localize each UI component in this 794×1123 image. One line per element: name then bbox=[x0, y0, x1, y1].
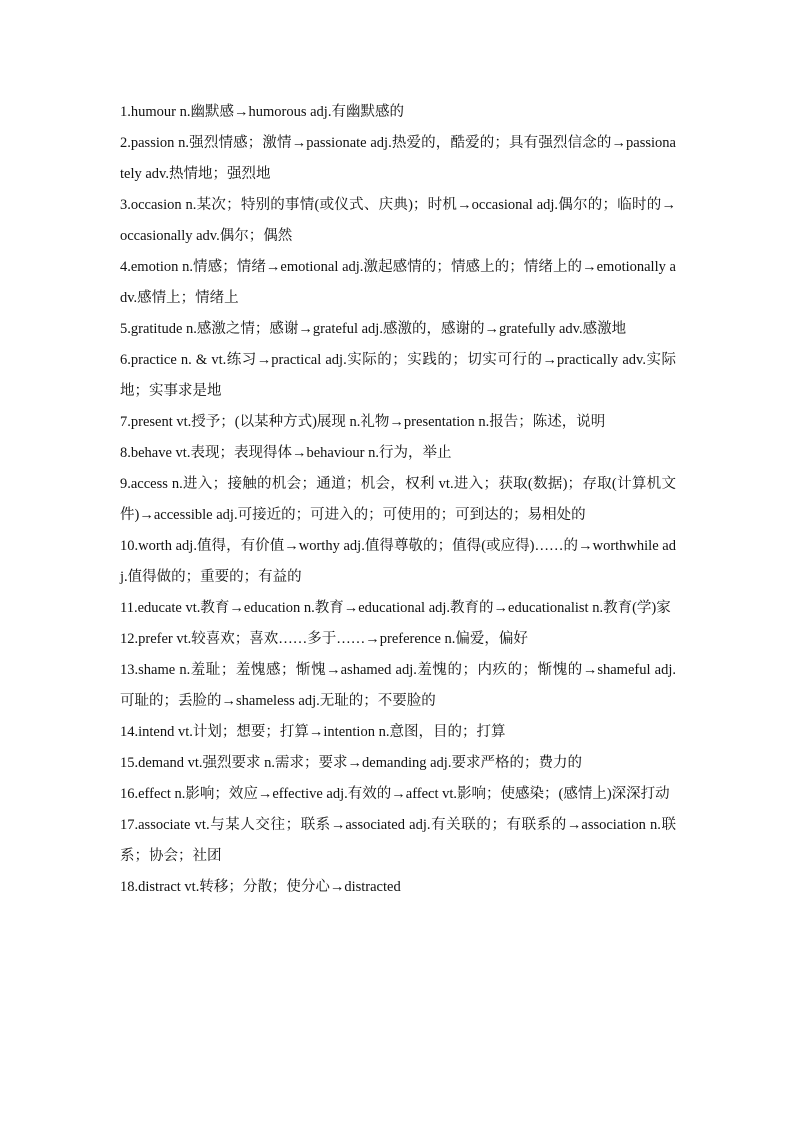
list-item: 16.effect n.影响；效应→effective adj.有效的→affect vt.影响；使感染；(感情上)深深打动 bbox=[120, 786, 670, 802]
list-item: 13.shame n.羞耻；羞愧感；惭愧→ashamed adj.羞愧的；内疚的；惭愧的→shameful adj.可耻的；丢脸的→shameless adj.无耻的；不要脸的 bbox=[120, 662, 676, 709]
list-item: 11.educate vt.教育→education n.教育→educational adj.教育的→educationalist n.教育(学)家 bbox=[120, 600, 671, 616]
list-item: 15.demand vt.强烈要求 n.需求；要求→demanding adj.要求严格的；费力的 bbox=[120, 755, 582, 771]
vocabulary-list bbox=[120, 97, 676, 903]
list-item: 5.gratitude n.感激之情；感谢→grateful adj.感激的，感谢的→gratefully adv.感激地 bbox=[120, 321, 627, 337]
list-item: 14.intend vt.计划；想要；打算→intention n.意图，目的；打算 bbox=[120, 724, 506, 740]
list-item: 12.prefer vt.较喜欢；喜欢……多于……→preference n.偏爱，偏好 bbox=[120, 631, 528, 647]
list-item: 17.associate vt.与某人交往；联系→associated adj.有关联的；有联系的→association n.联系；协会；社团 bbox=[120, 817, 676, 864]
list-item: 8.behave vt.表现；表现得体→behaviour n.行为，举止 bbox=[120, 445, 452, 461]
list-item: 7.present vt.授予；(以某种方式)展现 n.礼物→presentation n.报告；陈述，说明 bbox=[120, 414, 606, 430]
list-item: 18.distract vt.转移；分散；使分心→distracted bbox=[120, 879, 401, 895]
list-item: 1.humour n.幽默感→humorous adj.有幽默感的 bbox=[120, 104, 404, 120]
list-item: 3.occasion n.某次；特别的事情(或仪式、庆典)；时机→occasional adj.偶尔的；临时的→occasionally adv.偶尔；偶然 bbox=[120, 197, 676, 244]
list-item: 6.practice n. & vt.练习→practical adj.实际的；实践的；切实可行的→practically adv.实际地；实事求是地 bbox=[120, 352, 676, 399]
list-item: 9.access n.进入；接触的机会；通道；机会，权利 vt.进入；获取(数据)；存取(计算机文件)→accessible adj.可接近的；可进入的；可使用的；可到达的；易相处的 bbox=[120, 476, 676, 523]
list-item: 2.passion n.强烈情感；激情→passionate adj.热爱的，酷爱的；具有强烈信念的→passionately adv.热情地；强烈地 bbox=[120, 135, 676, 182]
list-item: 10.worth adj.值得，有价值→worthy adj.值得尊敬的；值得(或应得)……的→worthwhile adj.值得做的；重要的；有益的 bbox=[120, 538, 676, 585]
list-item: 4.emotion n.情感；情绪→emotional adj.激起感情的；情感上的；情绪上的→emotionally adv.感情上；情绪上 bbox=[120, 259, 676, 306]
